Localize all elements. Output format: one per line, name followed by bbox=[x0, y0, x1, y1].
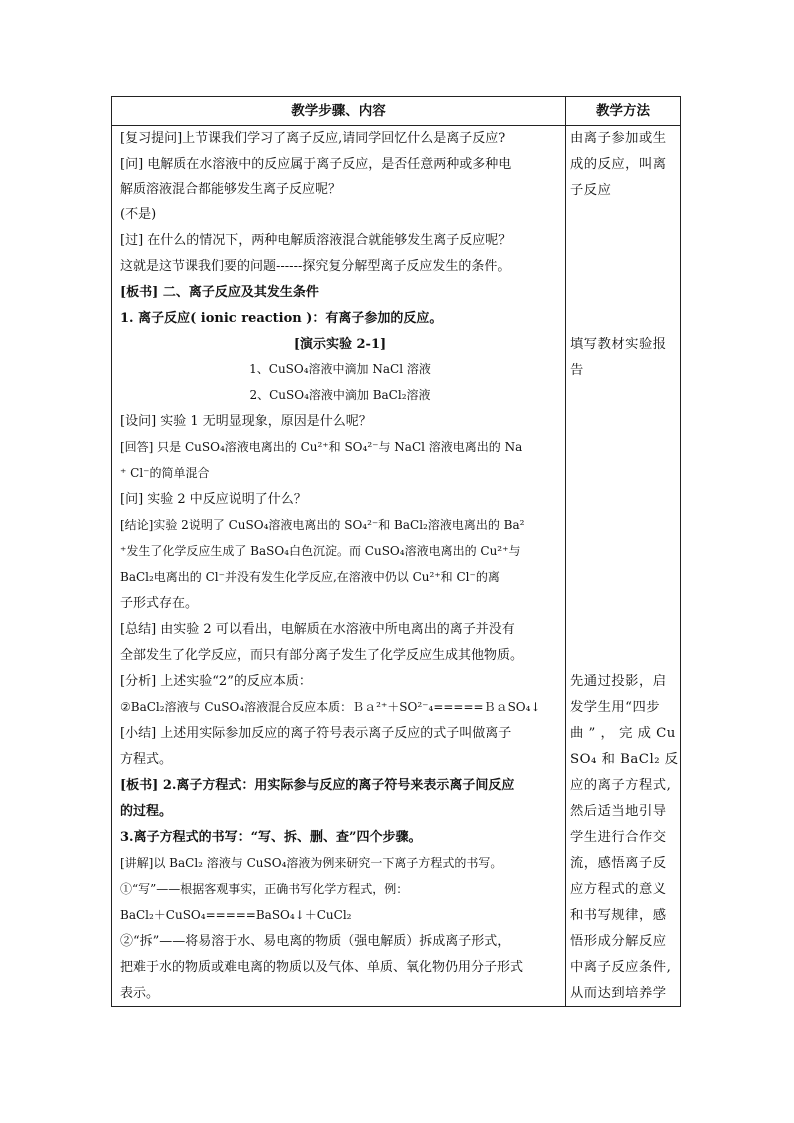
explanation-line: [讲解]以 BaCl₂ 溶液与 CuSO₄溶液为例来研究一下离子方程式的书写。 bbox=[120, 856, 503, 870]
method-line: 填写教材实验报 bbox=[570, 337, 667, 352]
question-line-cont: 解质溶液混合都能够发生离子反应呢？ bbox=[120, 182, 342, 197]
conclusion-line-3: BaCl₂电离出的 Cl⁻并没有发生化学反应,在溶液中仍以 Cu²⁺和 Cl⁻的离 bbox=[120, 570, 500, 584]
method-line: 流，感悟离子反 bbox=[570, 856, 667, 871]
board-heading-line: [板书] 二、离子反应及其发生条件 bbox=[120, 285, 319, 300]
conclusion-line-2: ⁺发生了化学反应生成了 BaSO₄白色沉淀。而 CuSO₄溶液电离出的 Cu²⁺与 bbox=[120, 544, 521, 558]
question-2-line: [问] 实验 2 中反应说明了什么？ bbox=[120, 492, 307, 507]
conclusion-line-4: 子形式存在。 bbox=[120, 596, 199, 611]
lesson-table bbox=[111, 96, 681, 1007]
answer-line: (不是) bbox=[120, 207, 157, 222]
method-line: 和书写规律，感 bbox=[570, 908, 667, 923]
demo-experiment-title: [演示实验 2-1] bbox=[293, 337, 387, 352]
writing-steps-heading: 3.离子方程式的书写：“写、拆、删、查”四个步骤。 bbox=[120, 830, 422, 845]
summary-line-cont: 全部发生了化学反应，而只有部分离子发生了化学反应生成其他物质。 bbox=[120, 648, 524, 663]
conclusion-line: [结论]实验 2说明了 CuSO₄溶液电离出的 SO₄²⁻和 BaCl₂溶液电离出的 Ba² bbox=[120, 518, 525, 532]
method-line: 成的反应，叫离 bbox=[570, 157, 667, 172]
method-line: 然后适当地引导 bbox=[570, 804, 667, 819]
header-steps-content: 教学步骤、内容 bbox=[291, 103, 386, 119]
method-line: 告 bbox=[570, 363, 584, 378]
column-divider bbox=[565, 97, 566, 1006]
ionic-equation-definition: [板书] 2.离子方程式：用实际参与反应的离子符号来表示离子间反应 bbox=[120, 778, 515, 793]
brief-summary-line: [小结] 上述用实际参加反应的离子符号表示离子反应的式子叫做离子 bbox=[120, 726, 512, 741]
summary-line: [总结] 由实验 2 可以看出，电解质在水溶液中所电离出的离子并没有 bbox=[120, 622, 515, 637]
setup-question-line: [设问] 实验 1 无明显现象，原因是什么呢？ bbox=[120, 414, 372, 429]
method-line: 先通过投影，启 bbox=[570, 674, 667, 689]
table-header-row bbox=[112, 97, 680, 126]
method-line: 悟形成分解反应 bbox=[570, 934, 667, 949]
method-line: 从而达到培养学 bbox=[570, 986, 667, 1001]
reply-line-cont: ⁺ Cl⁻的简单混合 bbox=[120, 466, 210, 480]
reaction-essence-line: ②BaCl₂溶液与 CuSO₄溶液混合反应本质：Ｂａ²⁺＋SO²⁻₄=====ＢａSO₄↓ bbox=[120, 700, 541, 714]
review-question-line: [复习提问]上节课我们学习了离子反应,请同学回忆什么是离子反应? bbox=[120, 131, 506, 146]
method-line: 发学生用“四步 bbox=[570, 700, 661, 715]
method-line: SO₄ 和 BaCl₂ 反 bbox=[570, 752, 679, 767]
experiment-1-line: 1、CuSO₄溶液中滴加 NaCl 溶液 bbox=[249, 362, 431, 376]
header-teaching-method: 教学方法 bbox=[596, 103, 650, 119]
method-line: 学生进行合作交 bbox=[570, 830, 667, 845]
method-line: 应的离子方程式, bbox=[570, 778, 672, 793]
ionic-equation-definition-cont: 的过程。 bbox=[120, 804, 173, 819]
brief-summary-line-cont: 方程式。 bbox=[120, 752, 173, 767]
method-line: 中离子反应条件, bbox=[570, 960, 672, 975]
method-line: 子反应 bbox=[570, 183, 612, 198]
step-split-line-2: 把难于水的物质或难电离的物质以及气体、单质、氧化物仍用分子形式 bbox=[120, 960, 524, 975]
step-split-line: ②“拆”——将易溶于水、易电离的物质（强电解质）拆成离子形式， bbox=[120, 934, 511, 949]
method-line: 曲 ” ， 完 成 Cu bbox=[570, 726, 676, 741]
analysis-line: [分析] 上述实验“2”的反应本质： bbox=[120, 674, 312, 689]
chemical-equation-line: BaCl₂＋CuSO₄=====BaSO₄↓＋CuCl₂ bbox=[120, 908, 352, 922]
question-line: [问] 电解质在水溶液中的反应属于离子反应，是否任意两种或多种电 bbox=[120, 157, 512, 172]
step-write-line: ①“写”——根据客观事实，正确书写化学方程式，例： bbox=[120, 882, 409, 896]
reply-line: [回答] 只是 CuSO₄溶液电离出的 Cu²⁺和 SO₄²⁻与 NaCl 溶液电离出的 Na bbox=[120, 440, 523, 454]
method-line: 由离子参加或生 bbox=[570, 131, 667, 146]
method-line: 应方程式的意义 bbox=[570, 882, 667, 897]
transition-line: [过] 在什么的情况下，两种电解质溶液混合就能够发生离子反应呢？ bbox=[120, 233, 512, 248]
transition-line-cont: 这就是这节课我们要的问题------探究复分解型离子反应发生的条件。 bbox=[120, 259, 511, 274]
experiment-2-line: 2、CuSO₄溶液中滴加 BaCl₂溶液 bbox=[249, 388, 431, 402]
step-split-line-3: 表示。 bbox=[120, 986, 160, 1001]
ionic-reaction-definition: 1. 离子反应( ionic reaction )：有离子参加的反应。 bbox=[120, 311, 443, 326]
